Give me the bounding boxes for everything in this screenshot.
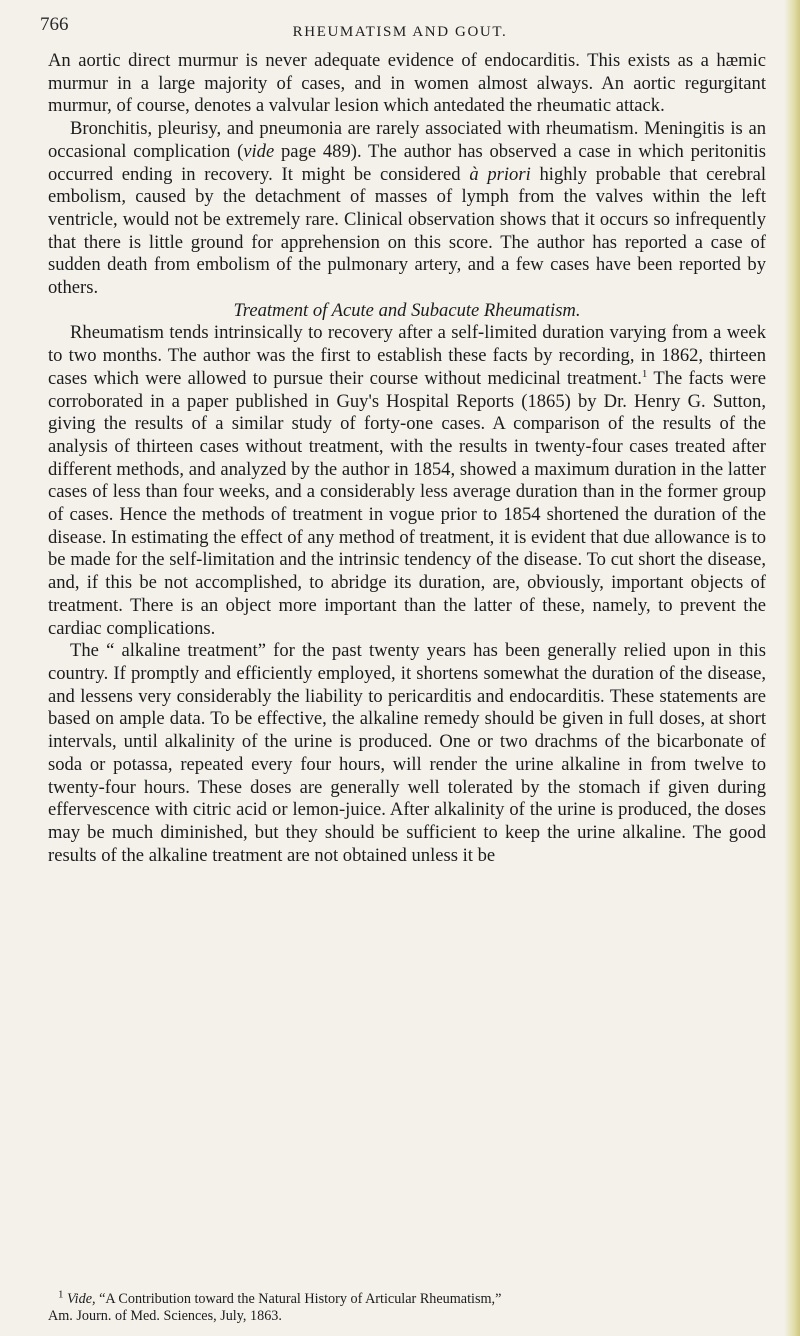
page-number: 766	[40, 14, 69, 35]
paragraph-complications: Bronchitis, pleurisy, and pneumonia are rarely associated with rheumatism. Meningitis is an occasional complication (vide page 489). The author has observed a case in which peritonitis occurred ending in recovery. It might be considered à priori highly probable that cerebral embolism, caused by the detachment of masses of lymph from the valves within the left ventricle, would not be extremely rare. Clinical observation shows that it occurs so infrequently that there is little ground for apprehension on this score. The author has reported a case of sudden death from embolism of the pulmonary artery, and a few cases have been reported by others.	[48, 118, 767, 299]
page-edge-shadow	[784, 0, 800, 1336]
section-heading: Treatment of Acute and Subacute Rheumatism.	[233, 299, 581, 321]
footnote-line-2: Am. Journ. of Med. Sciences, July, 1863.	[48, 1308, 282, 1324]
paragraph-self-limited: Rheumatism tends intrinsically to recovery after a self-limited duration varying from a week to two months. The author was the first to establish these facts by recording, in 1862, thirteen cases which were allowed to pursue their course without medicinal treatment.$^1$ The facts were corroborated in a paper published in Guy's Hospital Reports (1865) by Dr. Henry G. Sutton, giving the results of a similar study of forty-one cases. A comparison of the results of the analysis of thirteen cases without treatment, with the results in twenty-four cases treated after different methods, and analyzed by the author in 1854, showed a maximum duration in the latter cases of less than four weeks, and a considerably less average duration than in the former group of cases. Hence the methods of treatment in vogue prior to 1854 shortened the duration of the disease. In estimating the effect of any method of treatment, it is evident that due allowance is to be made for the self-limitation and the intrinsic tendency of the disease. To cut short the disease, and, if this be not accomplished, to abridge its duration, are, obviously, important objects of treatment. There is an object more important than the latter of these, namely, to prevent the cardiac complications.	[48, 322, 766, 639]
page-header	[40, 14, 760, 44]
footnote	[48, 1288, 766, 1325]
footnote-marker: 1	[58, 1288, 64, 1301]
footnote-line-1: $^1$ Vide, “A Contribution toward the Natural History of Articular Rheumatism,”	[58, 1288, 502, 1307]
paragraph-aortic-murmur: An aortic direct murmur is never adequate evidence of endocarditis. This exists as a hæmic murmur in a large majority of cases, and in women almost always. An aortic regurgitant murmur, of course, denotes a valvular lesion which antedated the rheumatic attack.	[48, 50, 766, 117]
footnote-reference: 1	[641, 367, 648, 380]
body-text	[48, 50, 766, 867]
paragraph-alkaline-treatment: The “ alkaline treatment” for the past twenty years has been generally relied upon in this country. If promptly and efficiently employed, it shortens somewhat the duration of the disease, and lessens very considerably the liability to pericarditis and endocarditis. These statements are based on ample data. To be effective, the alkaline remedy should be given in full doses, at short intervals, until alkalinity of the urine is produced. One or two drachms of the bicarbonate of soda or potassa, repeated every four hours, will render the urine alkaline in from twelve to twenty-four hours. These doses are generally well tolerated by the stomach if given during effervescence with citric acid or lemon-juice. After alkalinity of the urine is produced, the doses may be much diminished, but they should be sufficient to keep the urine alkaline. The good results of the alkaline treatment are not obtained unless it be	[48, 640, 766, 866]
running-head: RHEUMATISM AND GOUT.	[292, 24, 508, 40]
